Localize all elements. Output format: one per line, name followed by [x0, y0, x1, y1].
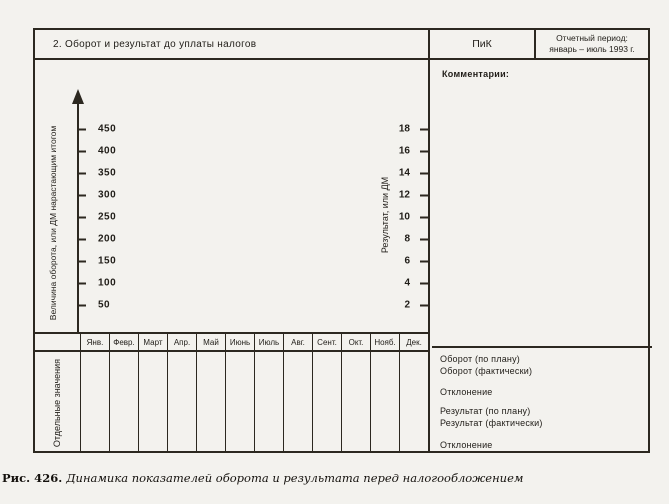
right-tick [399, 168, 428, 179]
left-tick [77, 146, 116, 157]
month-header: Нояб. [370, 334, 399, 350]
month-header: Янв. [80, 334, 109, 350]
tick-mark [420, 216, 428, 218]
month-header: Февр. [109, 334, 138, 350]
tick-label: 150 [98, 255, 117, 267]
legend-item: Оборот (фактически) [440, 366, 533, 376]
right-tick [404, 234, 428, 245]
month-header: Май [196, 334, 225, 350]
legend-item: Отклонение [440, 387, 493, 397]
figure-caption [2, 471, 662, 485]
right-section [432, 60, 652, 453]
tick-mark [77, 150, 86, 152]
period-value: январь – июль 1993 г. [549, 44, 635, 54]
value-cell [254, 352, 283, 453]
left-axis-label: Величина оборота, или ДМ нарастающим итогом [48, 125, 58, 321]
value-cell [283, 352, 312, 453]
value-cell [196, 352, 225, 453]
value-cell [370, 352, 399, 453]
tick-mark [77, 304, 86, 306]
left-tick [77, 256, 116, 267]
legend-item: Результат (по плану) [440, 406, 531, 416]
values-row-label: Отдельные значения [52, 358, 62, 448]
right-axis-label: Результат, или ДМ [380, 176, 390, 254]
tick-mark [77, 194, 86, 196]
legend-item: Оборот (по плану) [440, 354, 520, 364]
value-cell [312, 352, 341, 453]
tick-mark [77, 128, 86, 130]
tick-label: 6 [404, 255, 410, 267]
left-tick [77, 278, 116, 289]
tick-mark [77, 216, 86, 218]
values-row-label-cell [35, 352, 80, 453]
tick-label: 14 [398, 167, 410, 179]
values-row [35, 352, 428, 453]
comments-label: Комментарии: [442, 69, 510, 79]
brand-cell: ПиК [430, 30, 536, 58]
right-tick [399, 146, 428, 157]
chart-area [35, 60, 428, 332]
tick-label: 8 [404, 233, 410, 245]
tick-mark [420, 282, 428, 284]
month-header: Июнь [225, 334, 254, 350]
left-tick [77, 212, 116, 223]
value-cell [109, 352, 138, 453]
legend-item: Результат (фактически) [440, 418, 543, 428]
tick-mark [420, 238, 428, 240]
value-cell [225, 352, 254, 453]
month-header: Окт. [341, 334, 370, 350]
form-title: 2. Оборот и результат до уплаты налогов [35, 30, 430, 58]
month-header: Дек. [399, 334, 428, 350]
tick-label: 100 [98, 277, 117, 289]
month-header: Июль [254, 334, 283, 350]
value-cell [167, 352, 196, 453]
tick-mark [420, 304, 428, 306]
right-tick [399, 190, 428, 201]
right-tick [399, 124, 428, 135]
tick-label: 50 [98, 299, 111, 311]
left-tick [77, 168, 116, 179]
tick-mark [420, 260, 428, 262]
value-cell [341, 352, 370, 453]
chart-section [35, 60, 430, 453]
tick-label: 12 [398, 189, 410, 201]
tick-label: 16 [398, 145, 410, 157]
month-header: Март [138, 334, 167, 350]
right-tick [404, 300, 428, 311]
right-tick [404, 278, 428, 289]
pik-form [33, 28, 650, 453]
tick-label: 200 [98, 233, 117, 245]
legend-box [432, 348, 652, 453]
figure-number: Рис. 426. [2, 471, 63, 485]
left-tick [77, 300, 110, 311]
right-tick [399, 212, 428, 223]
tick-label: 10 [398, 211, 410, 223]
reporting-period-cell [536, 30, 648, 58]
tick-label: 300 [98, 189, 117, 201]
tick-mark [420, 172, 428, 174]
right-tick [404, 256, 428, 267]
value-cell [138, 352, 167, 453]
form-header-row [35, 30, 648, 60]
tick-label: 2 [404, 299, 410, 311]
left-tick [77, 190, 116, 201]
legend-item: Отклонение [440, 440, 493, 450]
figure-title: Динамика показателей оборота и результата перед налогообложением [66, 471, 524, 485]
value-cell [399, 352, 428, 453]
month-header: Апр. [167, 334, 196, 350]
tick-label: 350 [98, 167, 117, 179]
left-tick [77, 234, 116, 245]
month-header: Авг. [283, 334, 312, 350]
tick-mark [420, 150, 428, 152]
tick-label: 450 [98, 123, 117, 135]
tick-label: 250 [98, 211, 117, 223]
month-header-row [35, 332, 428, 352]
comments-box [432, 60, 652, 348]
tick-mark [420, 128, 428, 130]
value-cell [80, 352, 109, 453]
tick-label: 4 [404, 277, 410, 289]
tick-label: 400 [98, 145, 117, 157]
left-tick [77, 124, 116, 135]
tick-mark [420, 194, 428, 196]
tick-mark [77, 172, 86, 174]
tick-mark [77, 238, 86, 240]
period-label: Отчетный период: [556, 32, 628, 43]
tick-mark [77, 260, 86, 262]
tick-label: 18 [398, 123, 410, 135]
tick-mark [77, 282, 86, 284]
month-header: Сент. [312, 334, 341, 350]
